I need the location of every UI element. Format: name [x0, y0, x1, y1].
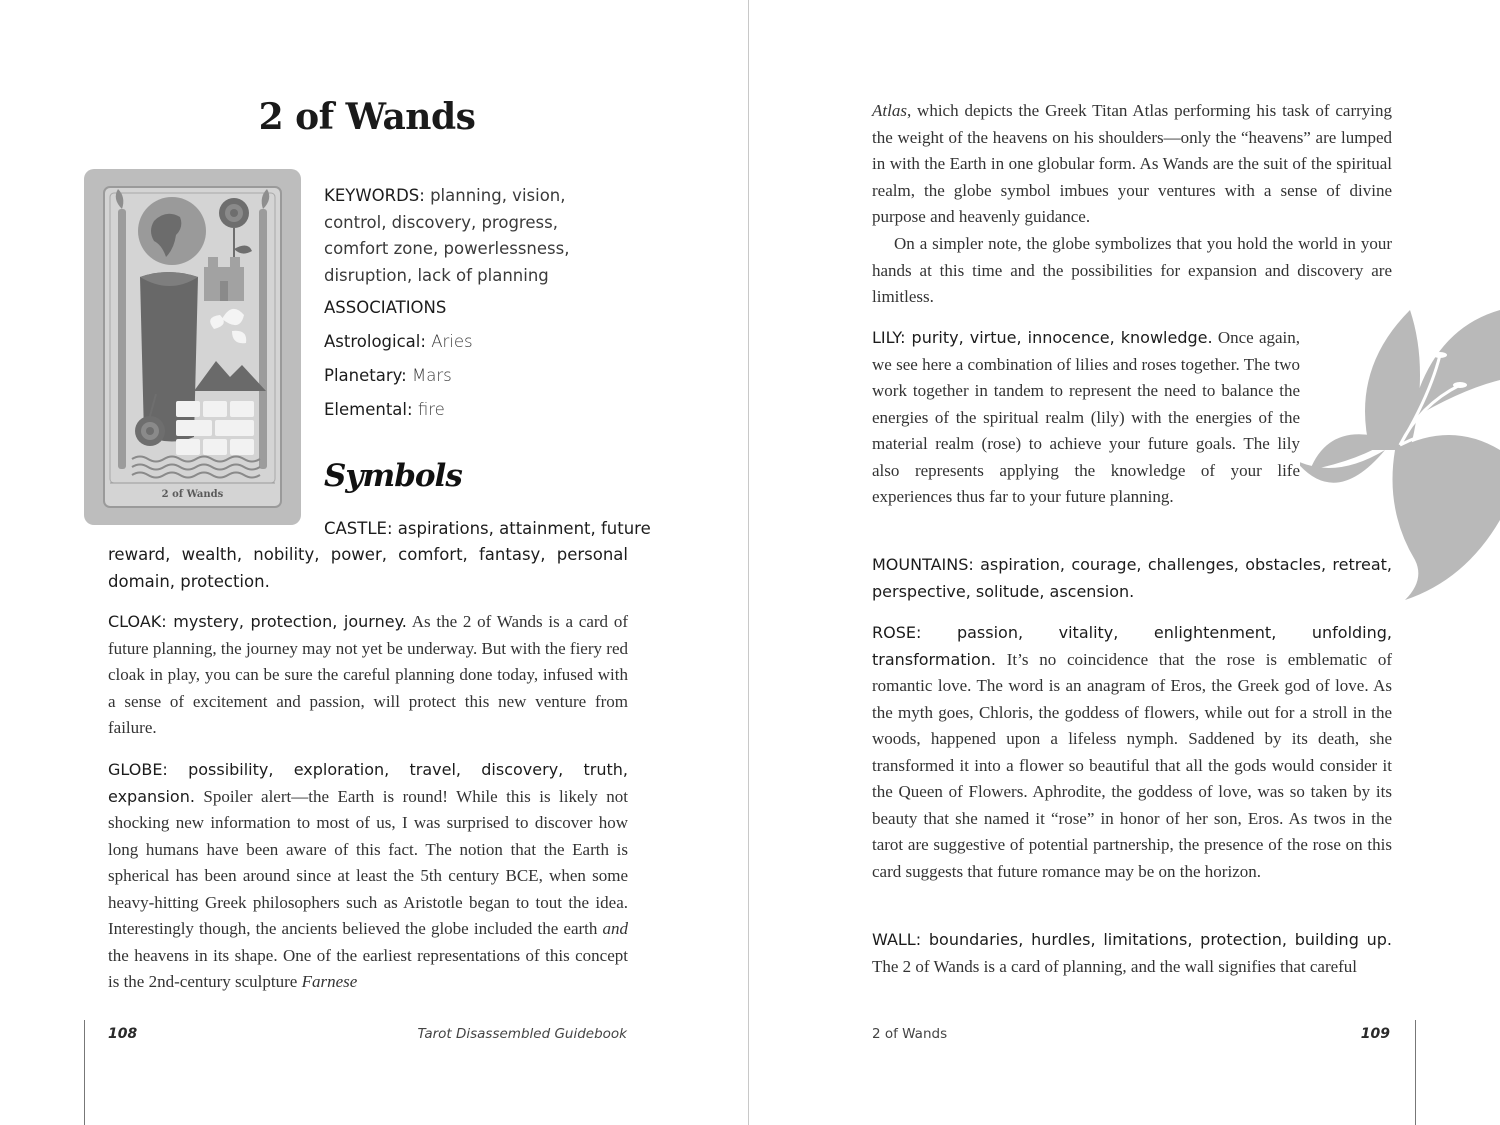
continuation-paragraph	[872, 98, 1392, 231]
page-number-right: 109	[1360, 1026, 1390, 1042]
association-label: Planetary:	[324, 366, 407, 385]
cloak-paragraph	[108, 609, 628, 742]
mountains-heading: MOUNTAINS: aspiration, courage, challenges, obstacles, retreat, perspective, solitude, ascension.	[872, 555, 1392, 601]
mountains-paragraph	[872, 552, 1392, 605]
associations-heading: ASSOCIATIONS	[324, 298, 447, 317]
association-value: Aries	[431, 332, 473, 351]
globe-text-1: Spoiler alert—the Earth is round! While this is likely not shocking new information to most of us, I was surprised to discover how long humans have been aware of this fact. The notion that the Earth is spherical has been around since at least the 5th century BCE, when some heavy-hitting Greek philosophers such as Aristotle began to tout the idea. Interestingly though, the ancients believed the globe included the earth	[108, 786, 628, 938]
association-elemental	[324, 400, 445, 419]
running-head-left: Tarot Disassembled Guidebook	[417, 1026, 627, 1042]
wall-text: The 2 of Wands is a card of planning, and the wall signifies that careful	[872, 956, 1358, 976]
symbols-heading: Symbols	[324, 458, 462, 494]
castle-line-1: CASTLE: aspirations, attainment, future	[324, 519, 651, 538]
globe-text-emphasis-2: Farnese	[301, 972, 358, 991]
continuation-emphasis: Atlas	[872, 101, 907, 120]
running-head-right: 2 of Wands	[872, 1026, 948, 1042]
lily-text: Once again, we see here a combination of lilies and roses together. The two work together in tandem to represent the need to balance the energies of the spiritual realm (lily) with the energies of the material realm (rose) to achieve your future goals. The lily also represents applying the knowledge of your life experiences thus far to your future planning.	[872, 328, 1301, 506]
page-number-left: 108	[108, 1026, 138, 1042]
globe-heading: GLOBE: possibility, exploration, travel, discovery, truth, expansion.	[108, 760, 628, 806]
simpler-note-paragraph: On a simpler note, the globe symbolizes that you hold the world in your hands at this time and the possibilities for expansion and discovery are limitless.	[872, 234, 1392, 306]
association-astrological	[324, 332, 473, 351]
association-value: fire	[417, 400, 445, 419]
cloak-text: As the 2 of Wands is a card of future planning, the journey may not yet be underway. But with the fiery red cloak in play, you can be sure the careful planning done today, infused with a sense of excitement and passion, will protect this new venture from failure.	[108, 612, 628, 737]
keywords-label: KEYWORDS:	[324, 186, 425, 205]
page-title: 2 of Wands	[258, 96, 476, 138]
card-name-label: 2 of Wands	[161, 489, 224, 500]
continuation-text: , which depicts the Greek Titan Atlas performing his task of carrying the weight of the heavens on his shoulders—only the “heavens” are lumped in with the Earth in one globular form. As Wands are the suit of the spiritual realm, the globe symbol imbues your ventures with a sense of divine purpose and heavenly guidance.	[872, 101, 1392, 226]
lily-paragraph	[872, 325, 1300, 511]
page-edge-left	[84, 1020, 85, 1125]
page-edge-right	[1415, 1020, 1416, 1125]
keywords-text: planning, vision, control, discovery, progress, comfort zone, powerlessness, disruption, lack of planning	[324, 186, 570, 285]
tarot-card-illustration	[84, 169, 301, 525]
globe-paragraph	[108, 757, 628, 996]
castle-line-2: reward, wealth, nobility, power, comfort, fantasy, personal domain, protection.	[108, 545, 628, 591]
rose-paragraph	[872, 620, 1392, 885]
rose-text: It’s no coincidence that the rose is emblematic of romantic love. The word is an anagram of Eros, the Greek god of love. As the myth goes, Chloris, the goddess of flowers, while out for a stroll in the woods, happened upon a lifeless nymph. Saddened by its death, she transformed it into a flower so beautiful that all the gods would consider it the Queen of Flowers. Aphrodite, the goddess of love, was so taken by its beauty that she named it “rose” in honor of her son, Eros. As twos in the tarot are suggestive of potential partnership, the presence of the rose on this card suggests that future romance may be on the horizon.	[872, 649, 1392, 881]
rose-heading: ROSE: passion, vitality, enlightenment, unfolding, transformation.	[872, 623, 1392, 669]
tarot-card-image	[84, 169, 301, 525]
book-gutter	[748, 0, 749, 1125]
association-planetary	[324, 366, 452, 385]
globe-text-2: the heavens in its shape. One of the earliest representations of this concept is the 2nd-century sculpture	[108, 945, 628, 991]
wall-heading: WALL: boundaries, hurdles, limitations, protection, building up.	[872, 930, 1392, 949]
keywords-block	[324, 183, 624, 289]
association-label: Astrological:	[324, 332, 426, 351]
lily-heading: LILY: purity, virtue, innocence, knowledge.	[872, 328, 1213, 347]
association-value: Mars	[412, 366, 452, 385]
association-label: Elemental:	[324, 400, 413, 419]
wall-paragraph	[872, 927, 1392, 980]
globe-text-emphasis: and	[602, 919, 628, 938]
cloak-heading: CLOAK: mystery, protection, journey.	[108, 612, 407, 631]
